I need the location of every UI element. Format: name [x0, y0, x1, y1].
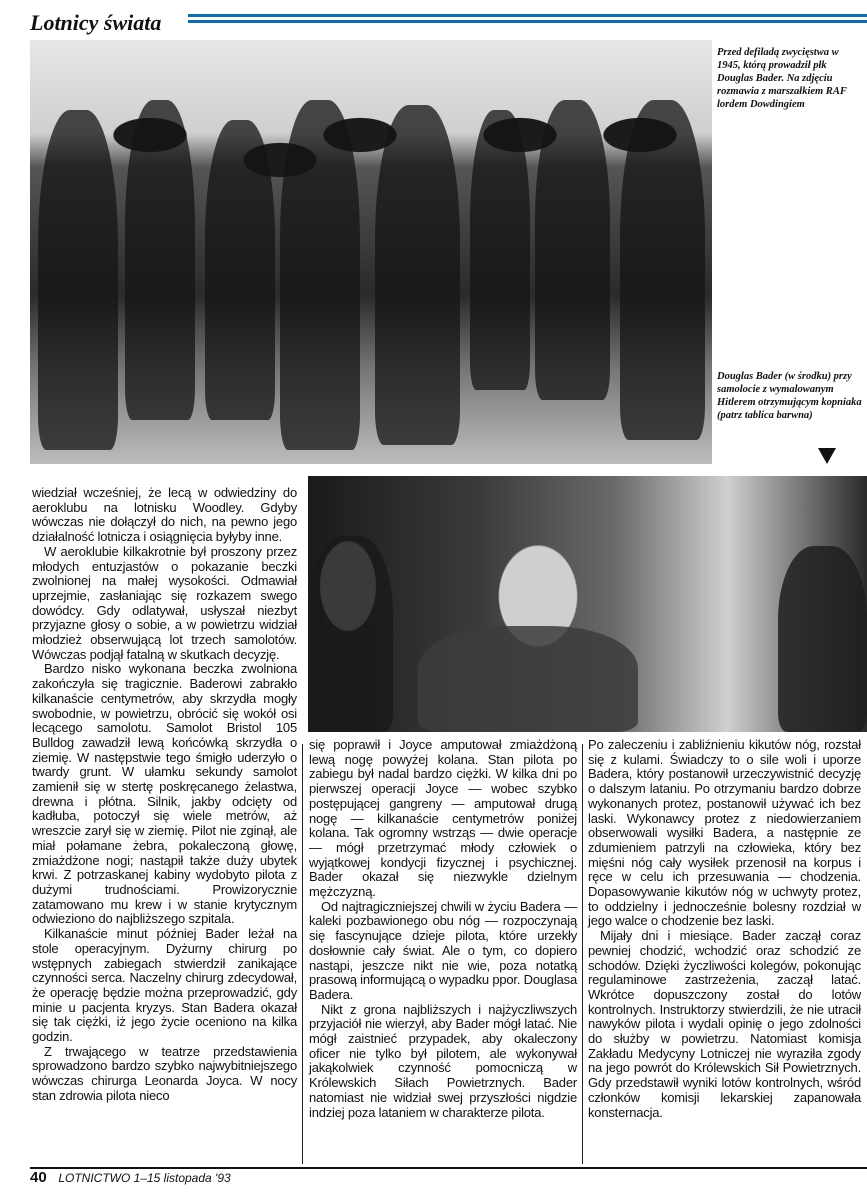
officer-silhouette	[620, 100, 705, 440]
photo1-caption: Przed defiladą zwycięstwa w 1945, którą prowadził płk Douglas Bader. Na zdjęciu rozmawia z marszałkiem RAF lordem Dowdingiem	[717, 47, 847, 110]
section-title: Lotnicy świata	[30, 10, 162, 35]
pilot-silhouette	[778, 546, 867, 732]
paragraph: Kilkanaście minut później Bader leżał na stole operacyjnym. Dyżurny chirurg po wstępnych zabiegach stwierdził zanikające czynności serca. Naczelny chirurg zdecydował, że operację będzie można przeprowadzić, gdy minie u pacjenta kryzys. Stan Badera okazał się tak ciężki, iż jego życie oceniono na kilka godzin.	[32, 926, 297, 1045]
page-footer	[30, 1170, 231, 1186]
paragraph: wiedział wcześniej, że lecą w odwiedziny do aeroklubu na lotnisku Woodley. Gdyby wówczas nie dołączył do nich, na pewno jego działalność lotnicza i osiągnięcia byłyby inne.	[32, 485, 297, 545]
column-divider	[302, 744, 303, 1164]
footer-rule	[30, 1167, 867, 1169]
paragraph: W aeroklubie kilkakrotnie był proszony przez młodych entuzjastów o pokazanie beczki zwolnionej na małej wysokości. Odmawiał uprzejmie, zasłaniając się rozkazem swego dowódcy. Gdy odlatywał, usłyszał niezbyt przyjazne głosy o sobie, a w powietrzu widział młodzież obserwującą lot trzech samolotów. Wówczas podjął fatalną w skutkach decyzję.	[32, 543, 297, 662]
photo2-caption: Douglas Bader (w środku) przy samolocie z wymalowanym Hitlerem otrzymującym kopniaka (patrz tablica barwna)	[717, 371, 862, 421]
title-rule-bottom	[188, 20, 867, 23]
officer-silhouette	[38, 110, 118, 450]
paragraph: Po zaleczeniu i zabliźnieniu kikutów nóg, rozstał się z kulami. Świadczy to o sile woli i uporze Badera, który postanowił urzeczywistnić decyzję o dalszym lataniu. Po otrzymaniu bardzo dobrze wykonanych protez, postanowił używać ich bez laski. Wykonawcy protez z niedowierzaniem obserwowali wysiłki Badera, a następnie ze zdumieniem patrzyli na człowieka, który bez mięśni nóg cały wysiłek przenosił na korpus i ręce w celu ich przesuwania — chodzenia. Dopasowywanie kikutów nóg w uchwyty protez, to oddzielny i jednocześnie bolesny rozdział w jego walce o chodzenie bez laski.	[588, 737, 861, 929]
parade-group-photo	[30, 40, 712, 464]
officer-silhouette	[205, 120, 275, 420]
page-number: 40	[30, 1169, 47, 1186]
pilot-silhouette	[418, 626, 638, 732]
caption-pointer-arrow	[818, 448, 836, 464]
officer-silhouette	[535, 100, 610, 400]
pilot-silhouette	[308, 536, 393, 732]
column-divider	[582, 744, 583, 1164]
officer-silhouette	[280, 100, 360, 450]
officer-silhouette	[125, 100, 195, 420]
paragraph: Bardzo nisko wykonana beczka zwolniona zakończyła się tragicznie. Baderowi zabrakło kilkanaście centymetrów, aby skrzydła mogły swobodnie, w powietrzu, obrócić się wokół osi lecącego samolotu. Samolot Bristol 105 Bulldog zawadził lewą końcówką skrzydła o ziemię. W następstwie tego śmigło uderzyło o twardy grunt. W ułamku sekundy samolot zamienił się w stertę poskręcanego żelastwa, drewna i płótna. Silnik, jakby odcięty od kadłuba, potoczył się wiele metrów, aż wreszcie zarył się w ziemię. Pilot nie zginął, ale miał połamane żebra, pokaleczoną głowę, zmiażdżone nogi; nastąpił także duży ubytek krwi. Z potrzaskanej kabiny wydobyto pilota z dużymi trudnościami. Prowizorycznie zatamowano mu krew i w stanie krytycznym odwieziono do najbliższego szpitala.	[32, 661, 297, 927]
paragraph: Mijały dni i miesiące. Bader zaczął coraz pewniej chodzić, wchodzić oraz schodzić ze schodów. Dzięki życzliwości kolegów, pokonując regulaminowe zastrzeżenia, zaczął latać. Wkrótce dopuszczony został do lotów kontrolnych. Instruktorzy stwierdzili, że nie utracił nawyków pilota i wydali opinię o jego zdolności do służby w powietrzu. Natomiast komisja Zakładu Medycyny Lotniczej nie wyraziła zgody na jego powrót do Królewskich Sił Powietrznych. Gdy przedstawił wyniki lotów kontrolnych, wśród członków komisji lekarskiej zapanowała konsternacja.	[588, 928, 861, 1120]
paragraph: się poprawił i Joyce amputował zmiażdżoną lewą nogę powyżej kolana. Stan pilota po zabiegu był nadal bardzo ciężki. W kilka dni po pierwszej operacji Joyce — wobec szybko postępującej gangreny — amputował drugą nogę — kilkanaście centymetrów poniżej kolana. Tak ogromny wstrząs — dwie operacje — mógł przetrzymać młody człowiek o wyjątkowej kondycji fizycznej i psychicznej. Bader okazał się niezwykle dzielnym mężczyzną.	[309, 737, 577, 900]
paragraph: Z trwającego w teatrze przedstawienia sprowadzono bardzo szybko najwybitniejszego wówczas chirurga Leonarda Joyca. W nocy stan zdrowia pilota nieco	[32, 1043, 297, 1103]
bader-aircraft-photo	[308, 476, 867, 732]
paragraph: Od najtragiczniejszej chwili w życiu Badera — kaleki pozbawionego obu nóg — rozpoczynają się fascynujące dzieje pilota, które urzekły dosłownie cały świat. Ale o tym, co dopiero nastąpi, jeszcze nikt nie wie, poza notatką prasową informującą o wypadku ppor. Douglasa Badera.	[309, 898, 577, 1002]
paragraph: Nikt z grona najbliższych i najżyczliwszych przyjaciół nie wierzył, aby Bader mógł latać. Nie mógł zaistnieć przypadek, aby okaleczony oficer nie tylko był pilotem, ale wykonywał jakąkolwiek czynność pomocniczą w Królewskich Siłach Powietrznych. Bader natomiast nie widział swej przyszłości nigdzie indziej poza lataniem w charakterze pilota.	[309, 1001, 577, 1120]
officer-silhouette	[375, 105, 460, 445]
title-rule-top	[188, 14, 867, 17]
text-column-3	[588, 738, 861, 1120]
officer-silhouette	[470, 110, 530, 390]
text-column-1	[32, 486, 297, 1104]
magazine-issue: LOTNICTWO 1–15 listopada '93	[58, 1171, 231, 1185]
text-column-2	[309, 738, 577, 1120]
